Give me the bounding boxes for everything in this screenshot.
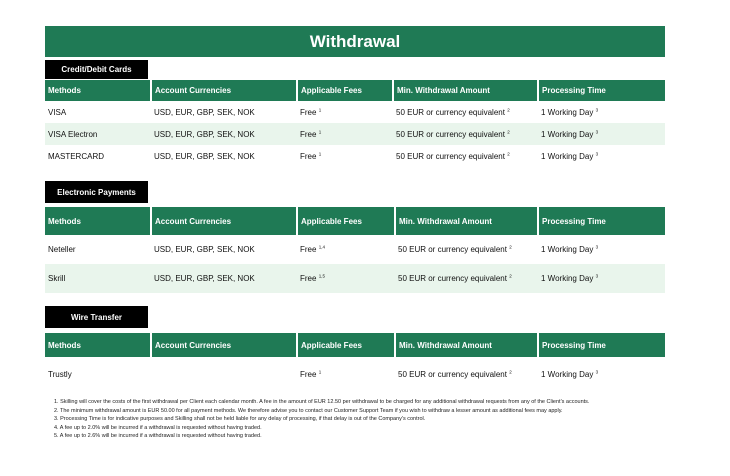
header-methods: Methods [45, 333, 151, 357]
cell-method: Trustly [48, 370, 72, 379]
cell-min: 50 EUR or currency equivalent $^2$ [396, 106, 510, 117]
cell-time: 1 Working Day $^3$ [541, 369, 599, 379]
table-electronic [45, 207, 665, 293]
header-min: Min. Withdrawal Amount [395, 333, 538, 357]
table-row [45, 235, 665, 264]
cell-min: 50 EUR or currency equivalent $^2$ [398, 369, 512, 379]
table-wire [45, 333, 665, 392]
footnote: 1. Skilling will cover the costs of the first withdrawal per Client each calendar month. A fee in the amount of EUR 12.50 per withdrawal to be charged for any additional withdrawal requests from any of the Client's accounts. [54, 399, 590, 405]
cell-currencies: USD, EUR, GBP, SEK, NOK [151, 123, 297, 145]
section-label-wire: Wire Transfer [45, 306, 148, 328]
header-min: Min. Withdrawal Amount [393, 80, 538, 101]
cell-min: 50 EUR or currency equivalent $^2$ [396, 150, 510, 161]
cell-fee: Free $^1$ [300, 150, 322, 161]
section-label-electronic: Electronic Payments [45, 181, 148, 203]
cell-currencies: USD, EUR, GBP, SEK, NOK [154, 151, 255, 161]
table-row [45, 101, 665, 123]
table-header-row [45, 207, 665, 235]
table-cards [45, 80, 665, 167]
cell-time: 1 Working Day $^3$ [538, 123, 665, 145]
header-time: Processing Time [538, 80, 665, 101]
cell-currencies: USD, EUR, GBP, SEK, NOK [154, 107, 255, 117]
header-currencies: Account Currencies [151, 207, 297, 235]
header-min: Min. Withdrawal Amount [395, 207, 538, 235]
footnotes [54, 398, 694, 441]
cell-fee: Free $^1$ [300, 106, 322, 117]
header-fees: Applicable Fees [297, 80, 393, 101]
header-time: Processing Time [538, 333, 665, 357]
header-time: Processing Time [538, 207, 665, 235]
cell-fee: Free $^{1,4}$ [300, 244, 325, 254]
section-label-cards: Credit/Debit Cards [45, 60, 148, 79]
cell-method: VISA Electron [45, 123, 151, 145]
cell-time: 1 Working Day $^3$ [541, 150, 599, 161]
cell-method: MASTERCARD [48, 151, 105, 161]
footnote: 4. A fee up to 2.0% will be incurred if a withdrawal is requested without having traded. [54, 424, 262, 431]
header-fees: Applicable Fees [297, 207, 395, 235]
cell-currencies: USD, EUR, GBP, SEK, NOK [154, 245, 255, 254]
header-fees: Applicable Fees [297, 333, 395, 357]
cell-fee: Free $^1$ [300, 369, 322, 379]
header-currencies: Account Currencies [151, 80, 297, 101]
table-row [45, 145, 665, 167]
table-header-row [45, 333, 665, 357]
cell-fee: Free $^{1,5}$ [297, 264, 395, 293]
cell-min: 50 EUR or currency equivalent $^2$ [395, 264, 538, 293]
cell-min: 50 EUR or currency equivalent $^2$ [398, 244, 512, 254]
cell-min: 50 EUR or currency equivalent $^2$ [393, 123, 538, 145]
page-title: Withdrawal [45, 26, 665, 57]
table-row [45, 123, 665, 145]
cell-currencies: USD, EUR, GBP, SEK, NOK [151, 264, 297, 293]
header-methods: Methods [45, 80, 151, 101]
cell-time: 1 Working Day $^3$ [538, 264, 665, 293]
footnote: 3. Processing Time is for indicative purposes and Skilling shall not be held liable for any delay of processing, if that delay is out of the Company's control. [54, 416, 426, 423]
cell-currencies [151, 357, 297, 392]
header-methods: Methods [45, 207, 151, 235]
cell-method: VISA [48, 107, 67, 117]
cell-fee: Free $^1$ [297, 123, 393, 145]
table-row [45, 264, 665, 293]
table-header-row [45, 80, 665, 101]
table-row [45, 357, 665, 392]
cell-method: Skrill [45, 264, 151, 293]
footnote: 5. A fee up to 2.6% will be incurred if a withdrawal is requested without having traded. [54, 433, 262, 440]
header-currencies: Account Currencies [151, 333, 297, 357]
footnote: 2. The minimum withdrawal amount is EUR 50.00 for all payment methods. We therefore advise you to contact our Customer Support Team if you wish to withdraw a lesser amount as additional fees may apply. [54, 407, 563, 414]
cell-time: 1 Working Day $^3$ [541, 244, 599, 254]
cell-time: 1 Working Day $^3$ [541, 106, 599, 117]
cell-method: Neteller [48, 245, 76, 254]
